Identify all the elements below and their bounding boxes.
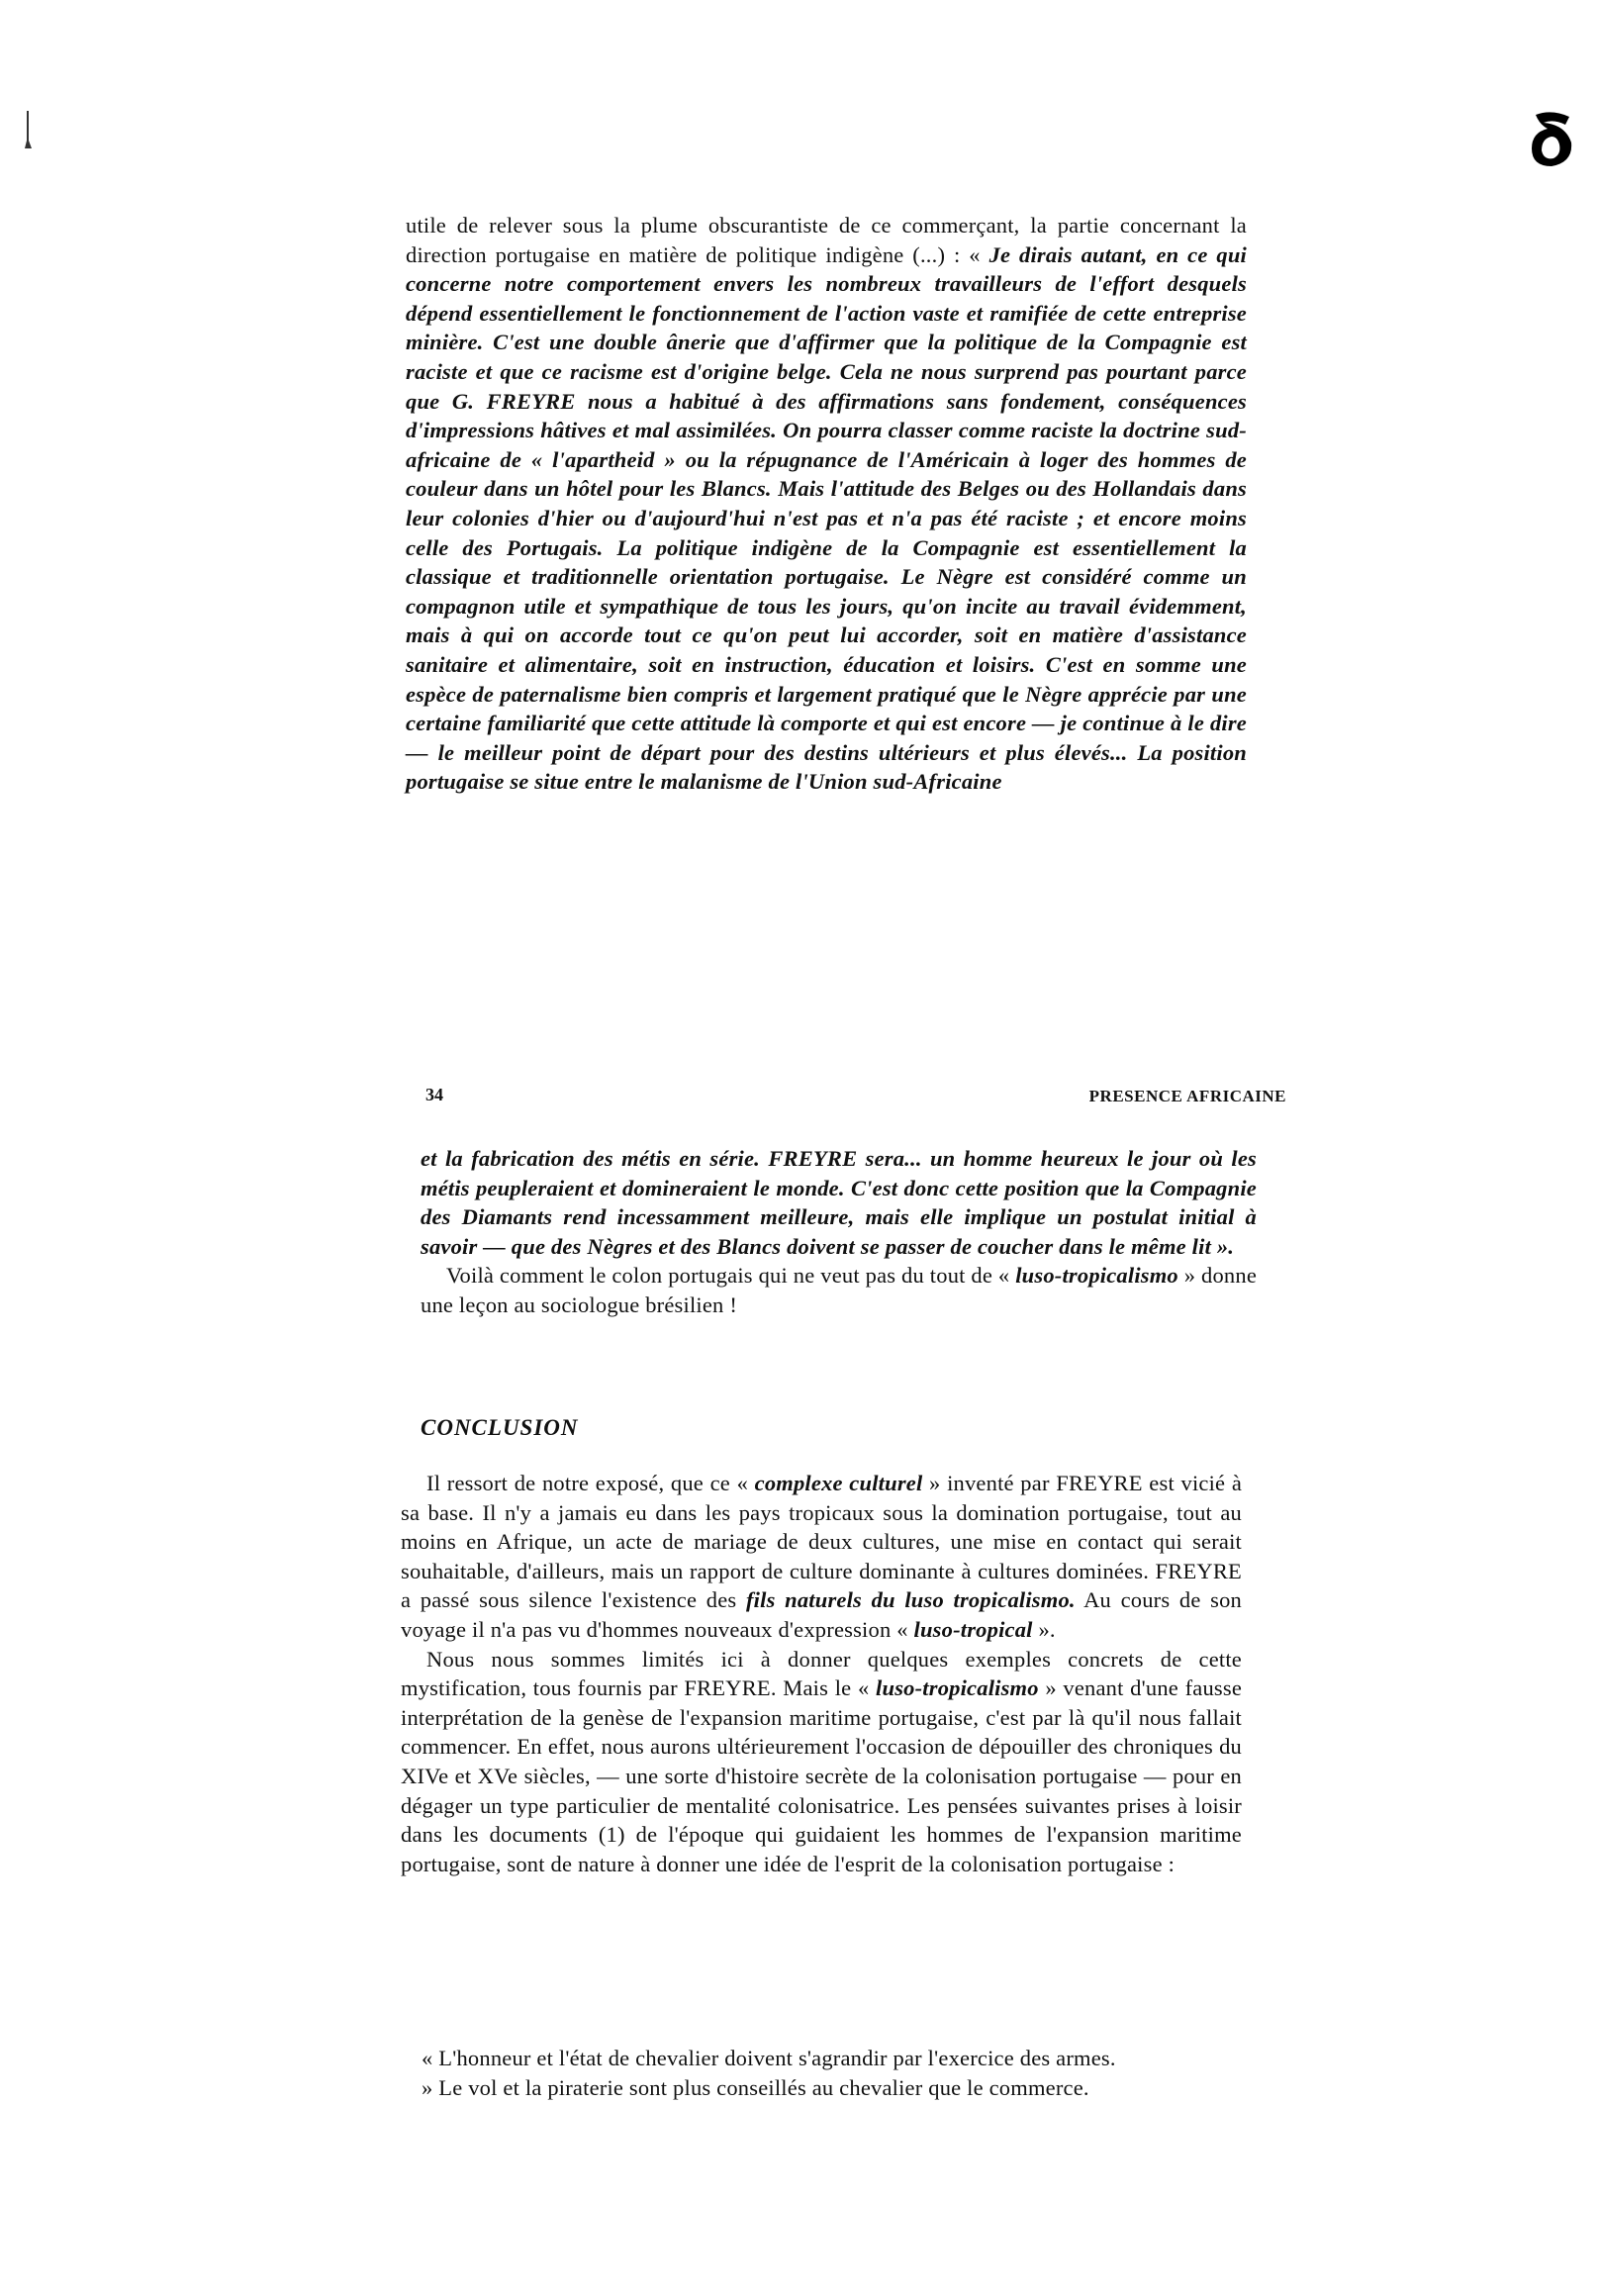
c1-italic-1: complexe culturel xyxy=(754,1471,923,1495)
c2-italic: luso-tropicalismo xyxy=(876,1675,1039,1701)
scan-speck-mark xyxy=(24,111,32,150)
voila-text-b: » donne une leçon au sociologue brésilien ! xyxy=(421,1263,1258,1317)
c1-text-a: Il ressort de notre exposé, que ce « xyxy=(426,1471,749,1495)
corner-ornament-icon xyxy=(1526,111,1577,168)
page-number: 34 xyxy=(425,1085,443,1104)
page2-top-block xyxy=(421,1144,1257,1320)
running-header xyxy=(425,1085,1286,1114)
page2-continued-quote: et la fabrication des métis en série. FREYRE sera... un homme heureux le jour où les métis peupleraient et domineraient le monde. C'est donc cette position que la Compagnie des Diamants rend incessamment meilleure, mais elle implique un postulat initial à savoir — que des Nègres et des Blancs doivent se passer de coucher dans le même lit ». xyxy=(421,1146,1257,1259)
journal-title: PRESENCE AFRICAINE xyxy=(1088,1087,1286,1105)
c2-text-b: » venant d'une fausse interprétation de la genèse de l'expansion maritime portugaise, c'est par là qu'il nous fallait commencer. En effet, nous aurons ultérieurement l'occasion de dépouiller des chroniques du XIVe et XVe siècles, — une sorte d'histoire secrète de la colonisation portugaise — pour en dégager un type particulier de mentalité colonisatrice. Les pensées suivantes prises à loisir dans les documents (1) de l'époque qui guidaient les hommes de l'expansion maritime portugaise, sont de nature à donner une idée de l'esprit de la colonisation portugaise : xyxy=(401,1675,1243,1876)
conclusion-paragraph-1 xyxy=(401,1469,1242,1645)
c1-text-c: Au cours de son voyage il n'a pas vu d'hommes nouveaux d'expression « xyxy=(401,1587,1242,1642)
conclusion-paragraph-2 xyxy=(401,1645,1242,1879)
voila-text-a: Voilà comment le colon portugais qui ne veut pas du tout de « xyxy=(446,1263,1010,1289)
c1-text-b: » inventé par FREYRE est vicié à sa base. Il n'y a jamais eu dans les pays tropicaux sous la domination portugaise, tout au moins en Afrique, un acte de mariage de deux cultures, une mise en contact qui serait souhaitable, d'ailleurs, mais un rapport de culture dominante à cultures dominées. FREYRE a passé sous silence l'existence des xyxy=(401,1471,1243,1613)
conclusion-block xyxy=(401,1469,1242,1878)
section-heading-conclusion: CONCLUSION xyxy=(421,1415,579,1440)
c1-italic-2: fils naturels du luso tropicalismo. xyxy=(745,1587,1076,1613)
c1-text-d: ». xyxy=(1038,1616,1056,1642)
quote-line-2: » Le vol et la piraterie sont plus conseillés au chevalier que le commerce. xyxy=(422,2074,1089,2100)
page1-quoted-text: Je dirais autant, en ce qui concerne notre comportement envers les nombreux travailleurs de l'effort desquels dépend essentiellement le fonctionnement de l'action vaste et ramifiée de cette entreprise minière. C'est une double ânerie que d'affirmer que la politique de la Compagnie est raciste et que ce racisme est d'origine belge. Cela ne nous surprend pas pourtant parce que G. FREYRE nous a habitué à des affirmations sans fondement, conséquences d'impressions hâtives et mal assimilées. On pourra classer comme raciste la doctrine sud-africaine de « l'apartheid » ou la répugnance de l'Américain à loger des hommes de couleur dans un hôtel pour les Blancs. Mais l'attitude des Belges ou des Hollandais dans leur colonies d'hier ou d'aujourd'hui n'est pas et n'a pas été raciste ; et encore moins celle des Portugais. La politique indigène de la Compagnie est essentiellement la classique et traditionnelle orientation portugaise. Le Nègre est considéré comme un compagnon utile et sympathique de tous les jours, qu'on incite au travail évidemment, mais à qui on accorde tout ce qu'on peut lui accorder, soit en matière d'assistance sanitaire et alimentaire, soit en instruction, éducation et loisirs. C'est en somme une espèce de paternalisme bien compris et largement pratiqué que le Nègre apprécie par une certaine familiarité que cette attitude là comporte et qui est encore — je continue à le dire — le meilleur point de départ pour des destins ultérieurs et plus élevés... La position portugaise se situe entre le malanisme de l'Union sud-Africaine xyxy=(406,241,1248,795)
quotation-block xyxy=(396,2044,1237,2102)
page2-voila-paragraph xyxy=(421,1261,1257,1319)
c1-italic-3: luso-tropical xyxy=(913,1616,1033,1642)
quote-line-1: « L'honneur et l'état de chevalier doivent s'agrandir par l'exercice des armes. xyxy=(422,2046,1116,2070)
page1-text-block xyxy=(406,211,1247,797)
voila-italic: luso-tropicalismo xyxy=(1015,1263,1178,1289)
c2-text-a: Nous nous sommes limités ici à donner quelques exemples concrets de cette mystification, tous fournis par FREYRE. Mais le « xyxy=(401,1646,1242,1701)
page1-lead-text: utile de relever sous la plume obscurantiste de ce commerçant, la partie concernant la direction portugaise en matière de politique indigène (...) : « xyxy=(406,213,1247,267)
